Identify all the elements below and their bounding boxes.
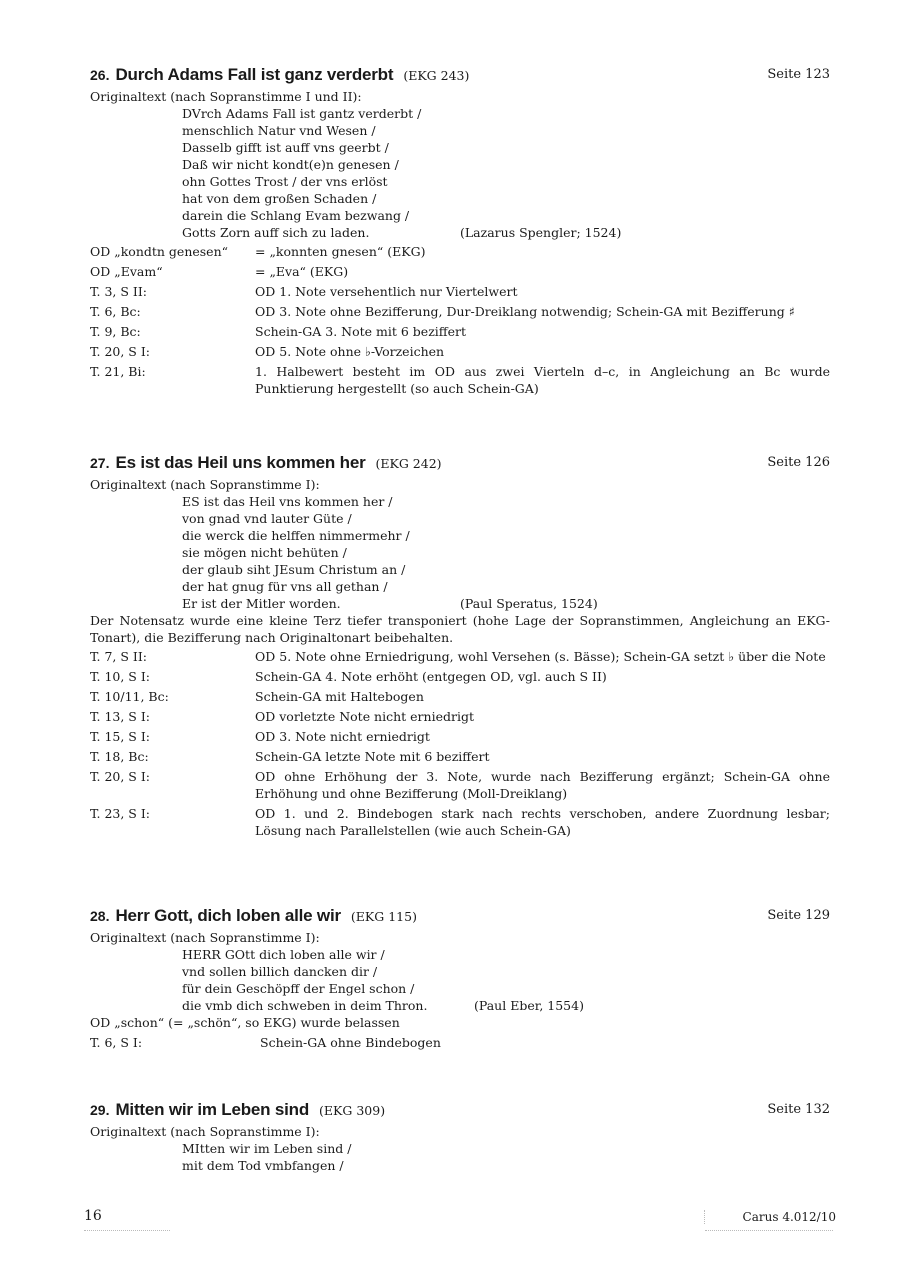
poem bbox=[182, 493, 830, 612]
note-row bbox=[90, 768, 830, 802]
ekg-reference: (EKG 115) bbox=[350, 909, 417, 924]
note-value: 1. Halbewert besteht im OD aus zwei Vierteln d–c, in Angleichung an Bc wurde Punktierung hergestellt (so auch Schein-GA) bbox=[255, 364, 830, 396]
publisher-code: Carus 4.012/10 bbox=[704, 1210, 836, 1224]
page-number: 16 bbox=[84, 1208, 102, 1224]
original-text-label: Originaltext (nach Sopranstimme I): bbox=[90, 1124, 320, 1139]
poem bbox=[182, 946, 830, 1014]
section-title: Durch Adams Fall ist ganz verderbt bbox=[115, 65, 394, 84]
poem-line: MItten wir im Leben sind / bbox=[182, 1141, 352, 1156]
poem-author: (Paul Eber, 1554) bbox=[474, 998, 584, 1013]
page-footer bbox=[84, 1208, 836, 1228]
note-key: T. 20, S I: bbox=[90, 769, 150, 784]
poem-line: HERR GOtt dich loben alle wir / bbox=[182, 947, 385, 962]
note-key: T. 6, Bc: bbox=[90, 304, 141, 319]
note-row bbox=[90, 343, 830, 360]
poem-line-text: Er ist der Mitler worden. bbox=[182, 596, 341, 611]
note-row bbox=[90, 708, 830, 725]
poem-line: ES ist das Heil vns kommen her / bbox=[182, 494, 393, 509]
section-title: Mitten wir im Leben sind bbox=[115, 1100, 310, 1119]
note-key: OD „Evam“ bbox=[90, 264, 163, 279]
note-value: = „Eva“ (EKG) bbox=[255, 264, 349, 279]
original-text-label: Originaltext (nach Sopranstimme I und II): bbox=[90, 89, 362, 104]
poem-line: ohn Gottes Trost / der vns erlöst bbox=[182, 174, 388, 189]
original-text-label: Originaltext (nach Sopranstimme I): bbox=[90, 930, 320, 945]
note-value: OD 5. Note ohne ♭-Vorzeichen bbox=[255, 344, 445, 359]
poem-line bbox=[182, 997, 830, 1014]
note-value: OD 3. Note ohne Bezifferung, Dur-Dreiklang notwendig; Schein-GA mit Bezifferung ♯ bbox=[255, 304, 795, 319]
poem-line: von gnad vnd lauter Güte / bbox=[182, 511, 352, 526]
note-row bbox=[90, 363, 830, 397]
note-value: OD 1. Note versehentlich nur Viertelwert bbox=[255, 284, 518, 299]
section-26 bbox=[90, 62, 830, 400]
poem-line: die werck die helffen nimmermehr / bbox=[182, 528, 410, 543]
od-note: OD „schon“ (= „schön“, so EKG) wurde belassen bbox=[90, 1015, 400, 1030]
page-reference: Seite 129 bbox=[767, 908, 830, 923]
poem-author: (Paul Speratus, 1524) bbox=[460, 596, 598, 611]
poem bbox=[182, 1140, 830, 1174]
note-key: T. 21, Bi: bbox=[90, 364, 146, 379]
note-value: OD 1. und 2. Bindebogen stark nach rechts verschoben, andere Zuordnung lesbar; Lösung nach Parallelstellen (wie auch Schein-GA) bbox=[255, 806, 830, 838]
section-header bbox=[90, 450, 830, 476]
section-header bbox=[90, 903, 830, 929]
note-key: T. 9, Bc: bbox=[90, 324, 141, 339]
note-key: T. 23, S I: bbox=[90, 806, 150, 821]
note-key: OD „kondtn genesen“ bbox=[90, 244, 229, 259]
note-key: T. 6, S I: bbox=[90, 1035, 143, 1050]
section-number: 28. bbox=[90, 908, 110, 924]
ekg-reference: (EKG 309) bbox=[319, 1103, 386, 1118]
note-key: T. 7, S II: bbox=[90, 649, 147, 664]
poem-line-text: Gotts Zorn auff sich zu laden. bbox=[182, 225, 370, 240]
poem-line: mit dem Tod vmbfangen / bbox=[182, 1158, 344, 1173]
section-title: Es ist das Heil uns kommen her bbox=[115, 453, 366, 472]
note-row bbox=[90, 263, 830, 280]
poem-line: sie mögen nicht behüten / bbox=[182, 545, 347, 560]
section-number: 29. bbox=[90, 1102, 110, 1118]
note-row bbox=[90, 728, 830, 745]
original-text-label: Originaltext (nach Sopranstimme I): bbox=[90, 477, 320, 492]
note-row bbox=[90, 323, 830, 340]
note-value: OD 5. Note ohne Erniedrigung, wohl Versehen (s. Bässe); Schein-GA setzt ♭ über die Note bbox=[255, 649, 826, 664]
poem-line bbox=[182, 224, 830, 241]
note-value: OD 3. Note nicht erniedrigt bbox=[255, 729, 430, 744]
poem-line bbox=[182, 595, 830, 612]
poem-line: für dein Geschöpff der Engel schon / bbox=[182, 981, 415, 996]
poem-line: menschlich Natur vnd Wesen / bbox=[182, 123, 376, 138]
note-value: OD vorletzte Note nicht erniedrigt bbox=[255, 709, 474, 724]
note-key: T. 15, S I: bbox=[90, 729, 150, 744]
note-key: T. 10, S I: bbox=[90, 669, 150, 684]
note-value: Schein-GA 3. Note mit 6 beziffert bbox=[255, 324, 467, 339]
poem bbox=[182, 105, 830, 241]
page-reference: Seite 126 bbox=[767, 455, 830, 470]
poem-line: Daß wir nicht kondt(e)n genesen / bbox=[182, 157, 399, 172]
section-27 bbox=[90, 450, 830, 842]
poem-line: der glaub siht JEsum Christum an / bbox=[182, 562, 406, 577]
note-row bbox=[90, 1034, 830, 1051]
ekg-reference: (EKG 242) bbox=[375, 456, 442, 471]
note-key: T. 3, S II: bbox=[90, 284, 147, 299]
section-header bbox=[90, 62, 830, 88]
note-value: Schein-GA 4. Note erhöht (entgegen OD, vgl. auch S II) bbox=[255, 669, 607, 684]
ekg-reference: (EKG 243) bbox=[403, 68, 470, 83]
note-key: T. 18, Bc: bbox=[90, 749, 149, 764]
note-value: Schein-GA ohne Bindebogen bbox=[260, 1035, 441, 1050]
poem-line: Dasselb gifft ist auff vns geerbt / bbox=[182, 140, 389, 155]
note-row bbox=[90, 805, 830, 839]
transposition-note: Der Notensatz wurde eine kleine Terz tiefer transponiert (hohe Lage der Sopranstimmen, Angleichung an EKG-Tonart), die Bezifferung nach Originaltonart beibehalten. bbox=[90, 613, 830, 645]
note-key: T. 10/11, Bc: bbox=[90, 689, 169, 704]
note-value: Schein-GA letzte Note mit 6 beziffert bbox=[255, 749, 490, 764]
section-title: Herr Gott, dich loben alle wir bbox=[115, 906, 341, 925]
page-reference: Seite 132 bbox=[767, 1102, 830, 1117]
poem-line: darein die Schlang Evam bezwang / bbox=[182, 208, 410, 223]
poem-line: der hat gnug für vns all gethan / bbox=[182, 579, 388, 594]
note-key: T. 20, S I: bbox=[90, 344, 150, 359]
note-key: T. 13, S I: bbox=[90, 709, 150, 724]
note-row bbox=[90, 668, 830, 685]
poem-line-text: die vmb dich schweben in deim Thron. bbox=[182, 998, 428, 1013]
note-row bbox=[90, 648, 830, 665]
section-number: 27. bbox=[90, 455, 110, 471]
section-header bbox=[90, 1097, 830, 1123]
poem-author: (Lazarus Spengler; 1524) bbox=[460, 225, 622, 240]
note-row bbox=[90, 243, 830, 260]
section-number: 26. bbox=[90, 67, 110, 83]
poem-line: DVrch Adams Fall ist gantz verderbt / bbox=[182, 106, 422, 121]
poem-line: hat von dem großen Schaden / bbox=[182, 191, 377, 206]
note-value: = „konnten gnesen“ (EKG) bbox=[255, 244, 426, 259]
note-row bbox=[90, 303, 830, 320]
note-row bbox=[90, 748, 830, 765]
poem-line: vnd sollen billich dancken dir / bbox=[182, 964, 378, 979]
note-value: OD ohne Erhöhung der 3. Note, wurde nach Bezifferung ergänzt; Schein-GA ohne Erhöhung und ohne Bezifferung (Moll-Dreiklang) bbox=[255, 769, 830, 801]
note-row bbox=[90, 688, 830, 705]
note-value: Schein-GA mit Haltebogen bbox=[255, 689, 424, 704]
note-row bbox=[90, 283, 830, 300]
page-reference: Seite 123 bbox=[767, 67, 830, 82]
section-28 bbox=[90, 903, 830, 1054]
section-29 bbox=[90, 1097, 830, 1174]
